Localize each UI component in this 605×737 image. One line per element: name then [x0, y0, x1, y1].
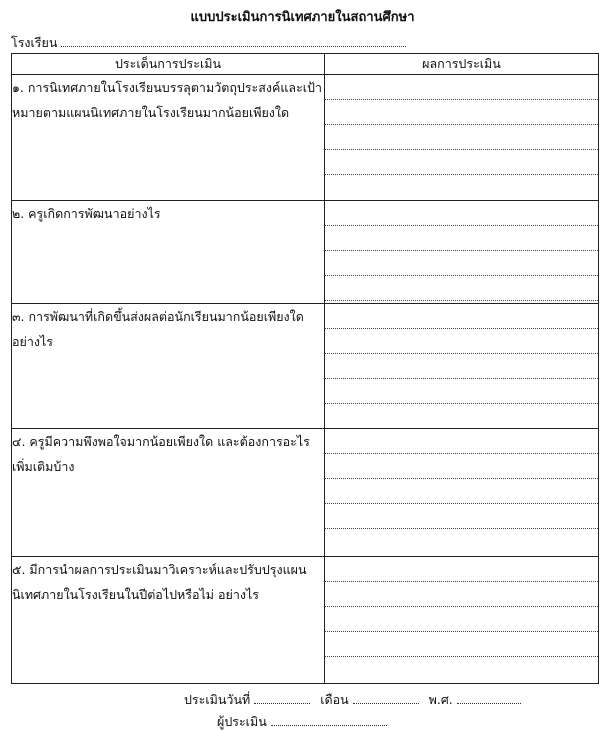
date-blank[interactable] — [254, 692, 310, 704]
table-row — [12, 429, 599, 557]
answer-line[interactable] — [325, 329, 598, 354]
answer-line[interactable] — [325, 226, 598, 251]
answer-line[interactable] — [325, 557, 598, 582]
answer-line[interactable] — [325, 201, 598, 226]
answer-line[interactable] — [325, 632, 598, 657]
table-row — [12, 557, 599, 684]
result-cell[interactable] — [325, 201, 599, 304]
answer-line[interactable] — [325, 150, 598, 175]
result-cell[interactable] — [325, 75, 599, 201]
topic-cell: ๓. การพัฒนาที่เกิดขึ้นส่งผลต่อนักเรียนมากน้อยเพียงใดอย่างไร — [12, 304, 325, 429]
date-label: ประเมินวันที่ — [184, 692, 251, 707]
table-header-row — [12, 54, 599, 75]
year-blank[interactable] — [457, 692, 521, 704]
answer-line[interactable] — [325, 354, 598, 379]
header-result: ผลการประเมิน — [325, 54, 599, 75]
topic-cell: ๕. มีการนำผลการประเมินมาวิเคราะห์และปรับปรุงแผนนิเทศภายในโรงเรียนในปีต่อไปหรือไม่ อย่างไร — [12, 557, 325, 684]
month-blank[interactable] — [353, 692, 419, 704]
evaluation-table — [11, 53, 599, 684]
table-row — [12, 201, 599, 304]
answer-line[interactable] — [325, 607, 598, 632]
answer-line[interactable] — [325, 582, 598, 607]
answer-line[interactable] — [325, 75, 598, 100]
header-topic: ประเด็นการประเมิน — [12, 54, 325, 75]
school-label: โรงเรียน — [11, 35, 58, 50]
school-line — [11, 33, 406, 53]
answer-line[interactable] — [325, 304, 598, 329]
answer-line[interactable] — [325, 379, 598, 404]
evaluator-label: ผู้ประเมิน — [217, 714, 267, 729]
answer-line[interactable] — [325, 251, 598, 276]
year-label: พ.ศ. — [428, 692, 453, 707]
answer-line[interactable] — [325, 454, 598, 479]
evaluator-blank[interactable] — [271, 714, 387, 726]
answer-line[interactable] — [325, 100, 598, 125]
school-name-blank[interactable] — [61, 35, 406, 47]
topic-cell: ๔. ครูมีความพึงพอใจมากน้อยเพียงใด และต้องการอะไรเพิ่มเติมบ้าง — [12, 429, 325, 557]
answer-line[interactable] — [325, 125, 598, 150]
answer-line[interactable] — [325, 479, 598, 504]
answer-line[interactable] — [325, 429, 598, 454]
result-cell[interactable] — [325, 557, 599, 684]
result-cell[interactable] — [325, 304, 599, 429]
answer-line[interactable] — [325, 276, 598, 301]
table-row — [12, 304, 599, 429]
topic-cell: ๒. ครูเกิดการพัฒนาอย่างไร — [12, 201, 325, 304]
month-label: เดือน — [320, 692, 349, 707]
answer-line[interactable] — [325, 504, 598, 529]
table-row — [12, 75, 599, 201]
result-cell[interactable] — [325, 429, 599, 557]
form-title: แบบประเมินการนิเทศภายในสถานศึกษา — [190, 10, 415, 25]
topic-cell: ๑. การนิเทศภายในโรงเรียนบรรลุตามวัตถุประสงค์และเป้าหมายตามแผนนิเทศภายในโรงเรียนมากน้อยเพียงใด — [12, 75, 325, 201]
